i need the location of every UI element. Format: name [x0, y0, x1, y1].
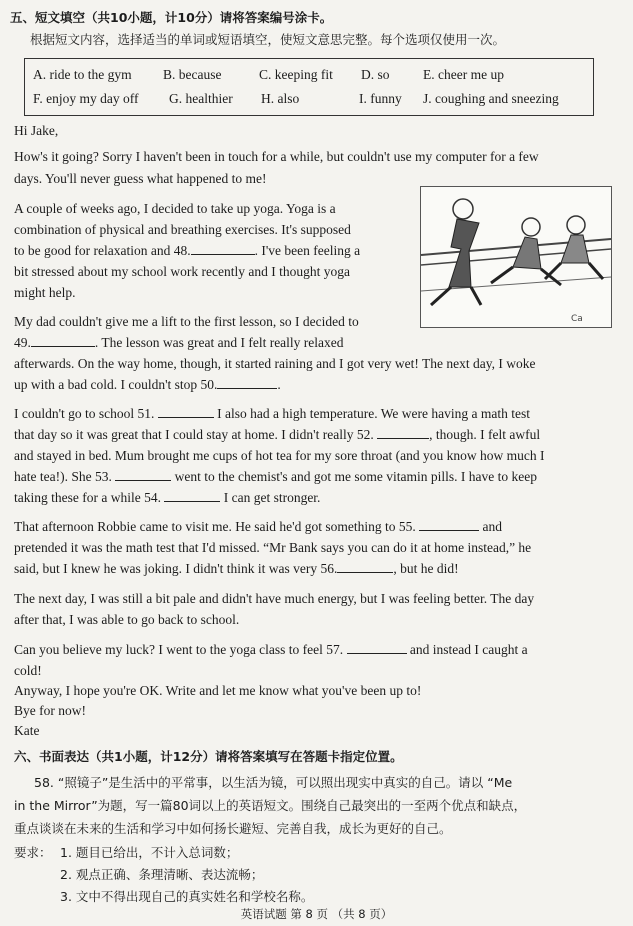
- blank-54[interactable]: [164, 489, 220, 502]
- p1-line2: days. You'll never guess what happened to me!: [14, 171, 267, 186]
- option-g: G. healthier: [169, 91, 233, 106]
- section5-instruction: 根据短文内容，选择适当的单词或短语填空，使短文意思完整。每个选项仅使用一次。: [30, 32, 506, 47]
- p4-text-h: I can get stronger.: [223, 490, 321, 505]
- p2-text-a: to be good for relaxation and 48.: [14, 243, 191, 258]
- blank-55[interactable]: [419, 518, 479, 531]
- p5-line1: [14, 518, 502, 535]
- p6-line1: The next day, I was still a bit pale and didn't have much energy, but I was feeling better. The day: [14, 591, 535, 606]
- blank-48[interactable]: [191, 242, 255, 255]
- page-footer: 英语试题 第 8 页 （共 8 页）: [240, 907, 393, 921]
- closing-line2: Bye for now!: [14, 703, 86, 718]
- p4-line1: [14, 405, 530, 422]
- p3-text-a: 49.: [14, 335, 31, 350]
- option-c: C. keeping fit: [259, 67, 333, 82]
- p3-line4: [14, 376, 281, 393]
- p5-text-d: , but he did!: [393, 561, 459, 576]
- letter-greeting: Hi Jake,: [14, 123, 59, 138]
- p4-text-f: went to the chemist's and got me some vitamin pills. I have to keep: [174, 469, 537, 484]
- p3-line1: My dad couldn't give me a lift to the first lesson, so I decided to: [14, 314, 359, 329]
- option-f: F. enjoy my day off: [33, 91, 139, 106]
- option-d: D. so: [361, 67, 390, 82]
- p3-text-c: up with a bad cold. I couldn't stop 50.: [14, 377, 218, 392]
- p2-line4: bit stressed about my school work recently and I thought yoga: [14, 264, 350, 279]
- requirements-label: 要求：: [14, 845, 52, 860]
- p2-line2: combination of physical and breathing exercises. It's supposed: [14, 222, 351, 237]
- blank-56[interactable]: [337, 560, 393, 573]
- option-e: E. cheer me up: [423, 67, 504, 82]
- section6-heading: 六、书面表达（共1小题，计12分）请将答案填写在答题卡指定位置。: [14, 749, 403, 764]
- prompt-line1: 58. “照镜子”是生活中的平常事，以生活为镜，可以照出现实中真实的自己。请以 “Me: [34, 775, 513, 790]
- p2-text-b: . I've been feeling a: [254, 243, 361, 258]
- option-h: H. also: [261, 91, 300, 106]
- option-i: I. funny: [359, 91, 402, 106]
- section5-heading: 五、短文填空（共10小题，计10分）请将答案编号涂卡。: [10, 10, 333, 25]
- p1-line1: How's it going? Sorry I haven't been in touch for a while, but couldn't use my computer for a few: [14, 149, 539, 164]
- blank-49[interactable]: [31, 334, 95, 347]
- p4-text-c: that day so it was great that I could stay at home. I didn't really 52.: [14, 427, 374, 442]
- options-box: [24, 58, 594, 116]
- p2-line1: A couple of weeks ago, I decided to take up yoga. Yoga is a: [14, 201, 336, 216]
- blank-57[interactable]: [347, 641, 407, 654]
- p7-text-a: Can you believe my luck? I went to the yoga class to feel 57.: [14, 642, 344, 657]
- p3-line2: [14, 334, 344, 351]
- p3-line3: afterwards. On the way home, though, it started raining and I got very wet! The next day, I woke: [14, 356, 536, 371]
- svg-text:Ca: Ca: [571, 314, 583, 324]
- p7-text-b: and instead I caught a: [409, 642, 528, 657]
- p7-line1: [14, 641, 528, 658]
- blank-53[interactable]: [115, 468, 171, 481]
- p3-text-d: .: [277, 377, 281, 392]
- p5-line3: [14, 560, 459, 577]
- p4-line5: [14, 489, 320, 506]
- signature: Kate: [14, 723, 40, 738]
- blank-52[interactable]: [377, 426, 429, 439]
- p5-text-b: and: [482, 519, 502, 534]
- yoga-drawing: [421, 187, 611, 327]
- p4-text-e: hate tea!). She 53.: [14, 469, 112, 484]
- p4-text-d: , though. I felt awful: [429, 427, 541, 442]
- prompt-line2: in the Mirror”为题，写一篇80词以上的英语短文。围绕自己最突出的一至两个优点和缺点，: [14, 798, 527, 813]
- option-a: A. ride to the gym: [33, 67, 132, 82]
- p5-line2: pretended it was the math test that I'd missed. “Mr Bank says you can do it at home instead,” he: [14, 540, 532, 555]
- p4-text-a: I couldn't go to school 51.: [14, 406, 155, 421]
- p2-line3: [14, 242, 360, 259]
- p7-line2: cold!: [14, 663, 42, 678]
- p6-line2: after that, I was able to go back to school.: [14, 612, 240, 627]
- p5-text-a: That afternoon Robbie came to visit me. He said he'd got something to 55.: [14, 519, 416, 534]
- requirement-1: 1. 题目已给出，不计入总词数；: [60, 845, 239, 860]
- p4-line4: [14, 468, 537, 485]
- p4-line2: [14, 426, 540, 443]
- blank-51[interactable]: [158, 405, 214, 418]
- yoga-illustration: [420, 186, 612, 328]
- p4-text-b: I also had a high temperature. We were having a math test: [217, 406, 530, 421]
- prompt-line3: 重点谈谈在未来的生活和学习中如何扬长避短、完善自我，成长为更好的自己。: [14, 821, 452, 836]
- p5-text-c: said, but I knew he was joking. I didn't think it was very 56.: [14, 561, 338, 576]
- p2-line5: might help.: [14, 285, 76, 300]
- option-b: B. because: [163, 67, 222, 82]
- blank-50[interactable]: [217, 376, 277, 389]
- p4-text-g: taking these for a while 54.: [14, 490, 161, 505]
- requirement-2: 2. 观点正确、条理清晰、表达流畅；: [60, 867, 264, 882]
- option-j: J. coughing and sneezing: [423, 91, 559, 106]
- requirement-3: 3. 文中不得出现自己的真实姓名和学校名称。: [60, 889, 314, 904]
- p4-line3: and stayed in bed. Mum brought me cups of hot tea for my sore throat (and you know how much I: [14, 448, 545, 463]
- p3-text-b: . The lesson was great and I felt really relaxed: [94, 335, 344, 350]
- closing-line1: Anyway, I hope you're OK. Write and let me know what you've been up to!: [14, 683, 422, 698]
